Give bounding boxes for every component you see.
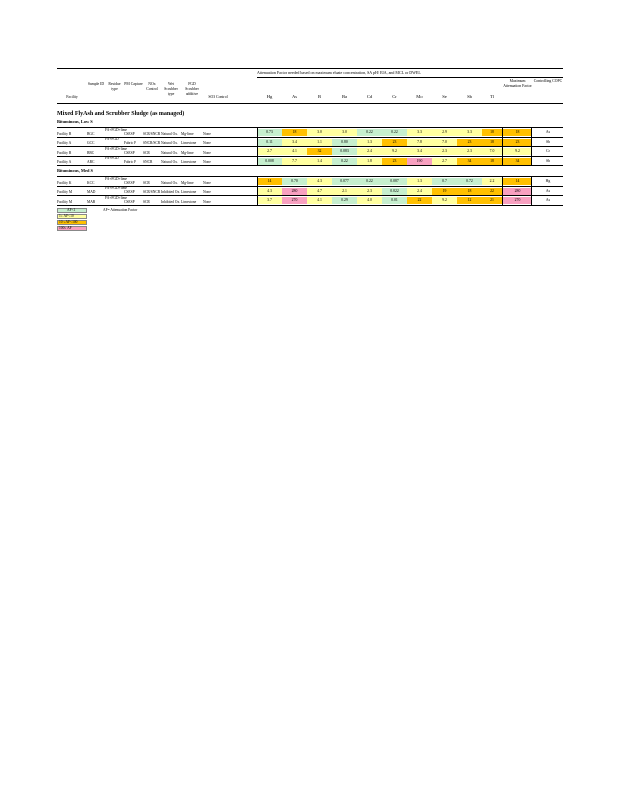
cell-residue-type: FA+FGD+lime [105, 176, 127, 181]
cell-so3-control: None [203, 190, 211, 194]
cell-tl: 22 [482, 188, 502, 195]
cell-mo: 190 [407, 158, 432, 165]
title-rule [257, 77, 563, 78]
top-rule [57, 68, 563, 69]
cell-sb: 34 [457, 158, 482, 165]
cell-sample-id: ABC [87, 160, 95, 164]
cell-ba: 0.29 [332, 197, 357, 204]
cell-nox-control: SCR [143, 199, 150, 204]
cell-so3-control: None [203, 131, 211, 136]
cell-as: 0.70 [282, 178, 307, 185]
cell-controlling-copc: Sb [545, 158, 550, 163]
cell-mo: 22 [407, 197, 432, 204]
cell-sb: 12 [457, 197, 482, 204]
cell-nox-control: SCR [143, 180, 150, 185]
cell-sample-id: KCC [87, 180, 95, 185]
column-separator [502, 176, 503, 205]
cell-sample-id: BBC [87, 150, 95, 155]
subsection-title: Bituminous, Low S [57, 119, 93, 124]
col-header-sample-id: Sample ID [87, 82, 105, 86]
cell-wet-scrubber-type: Natural Ox. [161, 150, 178, 155]
cell-wet-scrubber-type: Natural Ox. [161, 160, 178, 164]
cell-residue-type: FA+FGD+lime [105, 127, 127, 132]
cell-cr: 0.022 [382, 188, 407, 195]
cell-cr: 9.2 [382, 148, 407, 155]
cell-residue-type: FA+FGD [105, 137, 119, 141]
cell-controlling-copc: Sb [545, 139, 550, 144]
cell-facility: Facility B [57, 131, 72, 136]
cell-max-attenuation-factor: 23 [503, 139, 532, 146]
cell-b: 4.3 [307, 178, 332, 185]
cell-fgd-additive: Limestone [181, 199, 197, 204]
column-separator [257, 127, 258, 165]
cell-max-attenuation-factor: 270 [503, 197, 532, 204]
column-separator [502, 127, 503, 165]
col-header-fgd-additive: FGD Scrubber additive [185, 82, 199, 96]
cell-hg: 14 [257, 178, 282, 185]
cell-cr: 23 [382, 139, 407, 146]
cell-hg: 0.11 [257, 139, 282, 146]
col-header-nox-control: NOx Control [146, 82, 158, 91]
cell-mo: 7.8 [407, 139, 432, 146]
cell-cd: 2.3 [357, 188, 382, 195]
cell-cd: 0.22 [357, 178, 382, 185]
column-separator [531, 176, 532, 205]
cell-hg: 0.008 [257, 158, 282, 165]
cell-controlling-copc: Cr [546, 149, 550, 153]
col-header-cr: Cr [392, 94, 397, 99]
cell-fgd-additive: Mg-lime [181, 150, 194, 155]
cell-as: 3.4 [282, 139, 307, 146]
cell-so3-control: None [203, 141, 211, 145]
subsection-title: Bituminous, Med S [57, 168, 93, 173]
cell-wet-scrubber-type: Inhibited Ox. [161, 190, 181, 194]
row-rule [57, 127, 563, 128]
cell-pm-capture: CSESP [124, 199, 135, 204]
row-rule [57, 137, 563, 138]
row-rule [57, 146, 563, 147]
legend-note: AF= Attenuation Factor [103, 208, 138, 212]
cell-se: 19 [432, 188, 457, 195]
cell-cr: 0.22 [382, 129, 407, 136]
cell-ba: 0.22 [332, 158, 357, 165]
col-header-se: Se [442, 94, 447, 99]
cell-mo: 3.3 [407, 129, 432, 136]
cell-so3-control: None [203, 160, 211, 164]
row-rule [57, 186, 563, 187]
cell-ba: 2.1 [332, 188, 357, 195]
cell-se: 2.7 [432, 158, 457, 165]
cell-facility: Facility A [57, 141, 72, 145]
cell-fgd-additive: Limestone [181, 141, 197, 145]
cell-as: 270 [282, 197, 307, 204]
cell-controlling-copc: As [545, 130, 551, 134]
cell-fgd-additive: Mg-lime [181, 131, 194, 136]
column-separator [257, 176, 258, 205]
cell-as: 280 [282, 188, 307, 195]
cell-sb: 2.3 [457, 148, 482, 155]
cell-sb: 18 [457, 188, 482, 195]
cell-tl: 21 [482, 197, 502, 204]
col-header-residue-type: Residue type [108, 82, 121, 91]
cell-b: 4.1 [307, 197, 332, 204]
cell-facility: Facility M [57, 199, 73, 204]
cell-cr: 0.01 [382, 197, 407, 204]
row-rule [57, 195, 563, 196]
cell-tl: 18 [482, 139, 502, 146]
cell-residue-type: FA+FGD+lime [105, 186, 127, 190]
table-title: Attenuation Factor needed based on maximum eluate concentration, SA pH/ EIA, and MCL or DWEL [257, 70, 421, 75]
header-bottom-rule [57, 103, 563, 104]
cell-ba: 0.80 [332, 139, 357, 146]
legend-label: AF<1 [67, 208, 76, 212]
cell-b: 3.0 [307, 129, 332, 136]
cell-se: 7.0 [432, 139, 457, 146]
cell-max-attenuation-factor: 18 [503, 129, 532, 136]
cell-nox-control: SCR/SNCR [143, 131, 161, 136]
cell-wet-scrubber-type: Natural Ox. [161, 180, 178, 185]
legend-label: 100≤ AF [59, 226, 72, 230]
cell-residue-type: FA+FGD+lime [105, 195, 127, 200]
cell-ba: 3.0 [332, 129, 357, 136]
col-header-mo: Mo [416, 94, 423, 99]
cell-hg: 2.7 [257, 148, 282, 155]
cell-as: 18 [282, 129, 307, 136]
cell-controlling-copc: Hg [545, 179, 551, 183]
col-header-ba: Ba [341, 94, 348, 99]
col-header-tl: Tl [489, 94, 495, 99]
cell-se: 9.2 [432, 197, 457, 204]
cell-tl: 7.0 [482, 148, 502, 155]
legend-label: 10 ≤AF<100 [59, 220, 78, 224]
cell-hg: 0.73 [257, 129, 282, 136]
cell-facility: Facility A [57, 160, 72, 164]
cell-pm-capture: CSESP [124, 131, 135, 136]
cell-controlling-copc: As [545, 198, 551, 202]
cell-sb: 3.3 [457, 129, 482, 136]
col-header-hg: Hg [266, 94, 273, 99]
cell-max-attenuation-factor: 14 [503, 178, 532, 185]
cell-facility: Facility K [57, 180, 72, 185]
cell-residue-type: FA+FGD+lime [105, 146, 127, 151]
cell-nox-control: SCR [143, 150, 150, 155]
cell-fgd-additive: Limestone [181, 190, 197, 194]
cell-max-attenuation-factor: 34 [503, 158, 532, 165]
cell-sb: 23 [457, 139, 482, 146]
cell-sample-id: GCC [87, 141, 95, 145]
cell-facility: Facility B [57, 150, 72, 155]
cell-tl: 18 [482, 158, 502, 165]
cell-ba: 0.077 [332, 178, 357, 185]
cell-sample-id: BGC [87, 131, 95, 136]
col-header-as: As [291, 94, 298, 99]
col-header-sb: Sb [467, 94, 472, 99]
cell-cr: 23 [382, 158, 407, 165]
cell-se: 2.9 [432, 129, 457, 136]
cell-b: 4.7 [307, 188, 332, 195]
cell-sample-id: MAB [87, 199, 96, 204]
cell-tl: 2.2 [482, 178, 502, 185]
cell-wet-scrubber-type: Natural Ox. [161, 131, 178, 136]
cell-tl: 18 [482, 129, 502, 136]
col-header-so3-control: SO3 Control [208, 95, 228, 99]
row-rule [57, 156, 563, 157]
cell-se: 2.3 [432, 148, 457, 155]
col-header-facility: Facility [66, 95, 78, 99]
cell-controlling-copc: As [545, 188, 551, 193]
cell-as: 7.7 [282, 158, 307, 165]
cell-wet-scrubber-type: Natural Ox. [161, 141, 178, 145]
cell-b: 32 [307, 148, 332, 155]
cell-fgd-additive: Mg-lime [181, 180, 194, 185]
cell-residue-type: FA+FGD [105, 156, 119, 160]
cell-hg: 3.7 [257, 197, 282, 204]
cell-so3-control: None [203, 180, 211, 185]
cell-mo: 2.4 [407, 188, 432, 195]
cell-pm-capture: Fabric F [124, 160, 137, 164]
cell-hg: 4.3 [257, 188, 282, 195]
cell-pm-capture: CSESP [124, 180, 135, 185]
cell-pm-capture: Fabric F [124, 141, 137, 145]
cell-nox-control: SNCR [143, 160, 153, 164]
section-title: Mixed FlyAsh and Scrubber Sludge (as managed) [57, 111, 185, 117]
cell-mo: 1.3 [407, 178, 432, 185]
row-rule [57, 176, 563, 177]
cell-nox-control: SCR/SNCR [143, 190, 161, 194]
cell-sb: 0.72 [457, 178, 482, 185]
row-rule [57, 205, 563, 206]
column-separator [531, 127, 532, 165]
cell-so3-control: None [203, 150, 211, 155]
cell-cd: 2.4 [357, 148, 382, 155]
cell-se: 0.7 [432, 178, 457, 185]
col-header-b: B [317, 94, 322, 99]
col-header-pm-capture: PM Capture [124, 82, 143, 86]
cell-cd: 1.8 [357, 158, 382, 165]
cell-mo: 3.4 [407, 148, 432, 155]
cell-wet-scrubber-type: Inhibited Ox. [161, 199, 181, 204]
col-header-controlling-copc: Controlling COPC [533, 79, 563, 83]
cell-ba: 0.083 [332, 148, 357, 155]
cell-fgd-additive: Limestone [181, 160, 197, 164]
cell-pm-capture: CSESP [124, 150, 135, 155]
cell-max-attenuation-factor: 280 [503, 188, 532, 195]
cell-nox-control: SNCR/SCR [143, 141, 161, 145]
cell-cd: 1.3 [357, 139, 382, 146]
cell-sample-id: MAD [87, 190, 96, 194]
row-rule [57, 165, 563, 166]
cell-so3-control: None [203, 199, 211, 204]
cell-pm-capture: CSESP [124, 190, 135, 194]
cell-b: 1.1 [307, 139, 332, 146]
cell-as: 4.1 [282, 148, 307, 155]
cell-max-attenuation-factor: 9.2 [503, 148, 532, 155]
cell-facility: Facility M [57, 190, 73, 194]
cell-cd: 4.0 [357, 197, 382, 204]
cell-cd: 0.22 [357, 129, 382, 136]
legend-label: 1≤ AF<10 [59, 214, 74, 218]
col-header-max-attenuation-factor: Maximum Attenuation Factor [503, 79, 532, 88]
cell-cr: 0.087 [382, 178, 407, 185]
col-header-cd: Cd [366, 94, 373, 99]
col-header-wet-scrubber-type: Wet Scrubber type [164, 82, 178, 96]
cell-b: 1.4 [307, 158, 332, 165]
